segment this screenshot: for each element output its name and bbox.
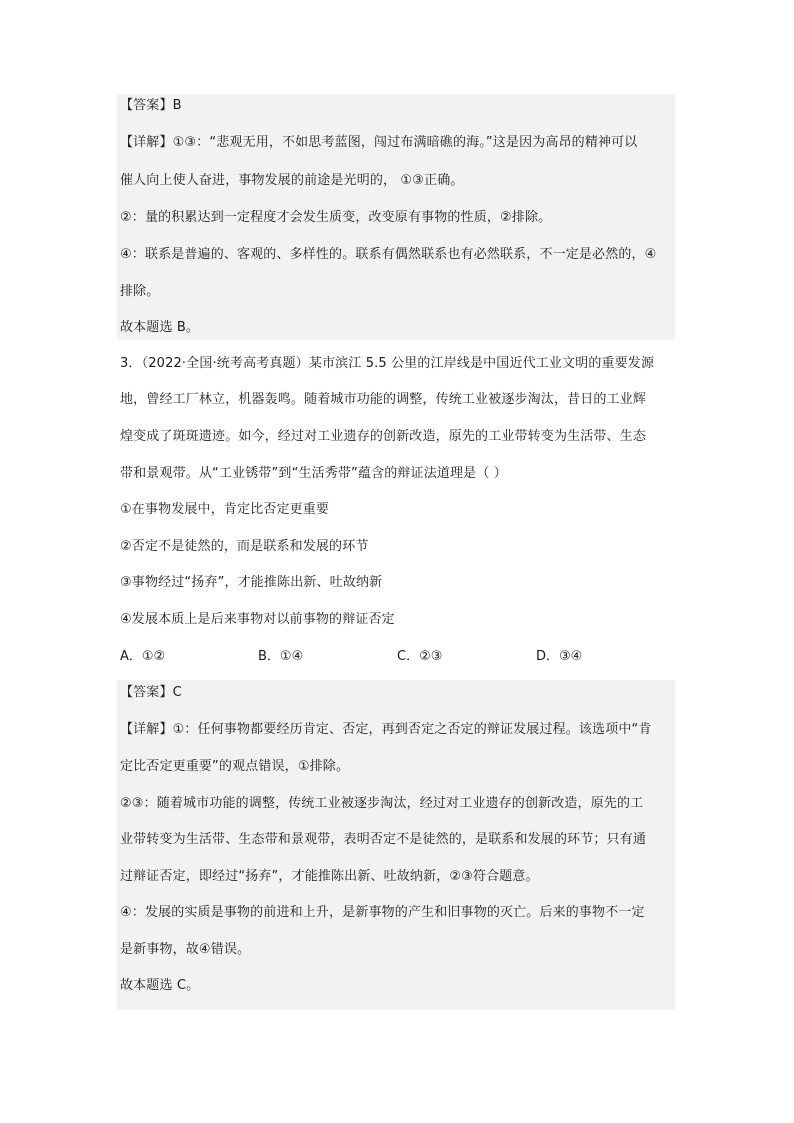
detail-2-line-1: 【详解】①：任何事物都要经历肯定、否定，再到否定之否定的辩证发展过程。该选项中“肯 [120, 722, 652, 737]
question-3-item-3: ③事物经过“扬弃”，才能推陈出新、吐故纳新 [120, 575, 383, 590]
option-c: C．②③ [397, 649, 443, 664]
answer-label-1: 【答案】B [120, 98, 182, 113]
question-3-stem-line-2: 地，曾经工厂林立，机器轰鸣。随着城市功能的调整，传统工业被逐步淘汰，昔日的工业辉 [120, 392, 647, 407]
option-b: B．①④ [258, 649, 304, 664]
detail-2-line-4: 业带转变为生活带、生态带和景观带，表明否定不是徒然的，是联系和发展的环节；只有通 [120, 832, 647, 847]
detail-2-line-3: ②③：随着城市功能的调整，传统工业被逐步淘汰，经过对工业遗存的创新改造，原先的工 [120, 796, 644, 811]
question-3-stem-line-4: 带和景观带。从“工业锈带”到“生活秀带”蕴含的辩证法道理是（ ） [120, 466, 507, 481]
detail-2-line-2: 定比否定更重要”的观点错误，①排除。 [120, 759, 350, 774]
detail-1-line-2: 催人向上使人奋进，事物发展的前途是光明的， ①③正确。 [120, 173, 464, 188]
detail-1-line-1: 【详解】①③：“悲观无用，不如思考蓝图，闯过布满暗礁的海。”这是因为高昂的精神可以 [120, 135, 638, 150]
question-3-item-2: ②否定不是徒然的，而是联系和发展的环节 [120, 539, 369, 554]
answer-label-2: 【答案】C [120, 685, 182, 700]
detail-2-line-5: 过辩证否定，即经过“扬弃”，才能推陈出新、吐故纳新，②③符合题意。 [120, 869, 539, 884]
question-3-stem-line-3: 煌变成了斑斑遗迹。如今，经过对工业遗存的创新改造，原先的工业带转变为生活带、生态 [120, 429, 647, 444]
question-3-item-1: ①在事物发展中，肯定比否定更重要 [120, 502, 330, 517]
conclusion-1: 故本题选 B。 [120, 320, 200, 335]
detail-1-line-5: 排除。 [120, 284, 160, 299]
question-3-stem-line-1: 3．（2022·全国·统考高考真题）某市滨江 5.5 公里的江岸线是中国近代工业文明的重要发源 [120, 356, 655, 371]
question-3-item-4: ④发展本质上是后来事物对以前事物的辩证否定 [120, 612, 395, 627]
option-d: D．③④ [536, 649, 583, 664]
detail-2-line-7: 是新事物，故④错误。 [120, 942, 251, 957]
detail-1-line-4: ④：联系是普遍的、客观的、多样性的。联系有偶然联系也有必然联系，不一定是必然的，④ [120, 247, 657, 262]
detail-2-line-6: ④：发展的实质是事物的前进和上升，是新事物的产生和旧事物的灭亡。后来的事物不一定 [120, 905, 645, 920]
conclusion-2: 故本题选 C。 [120, 978, 200, 993]
detail-1-line-3: ②：量的积累达到一定程度才会发生质变，改变原有事物的性质，②排除。 [120, 210, 552, 225]
option-a: A．①② [120, 649, 166, 664]
